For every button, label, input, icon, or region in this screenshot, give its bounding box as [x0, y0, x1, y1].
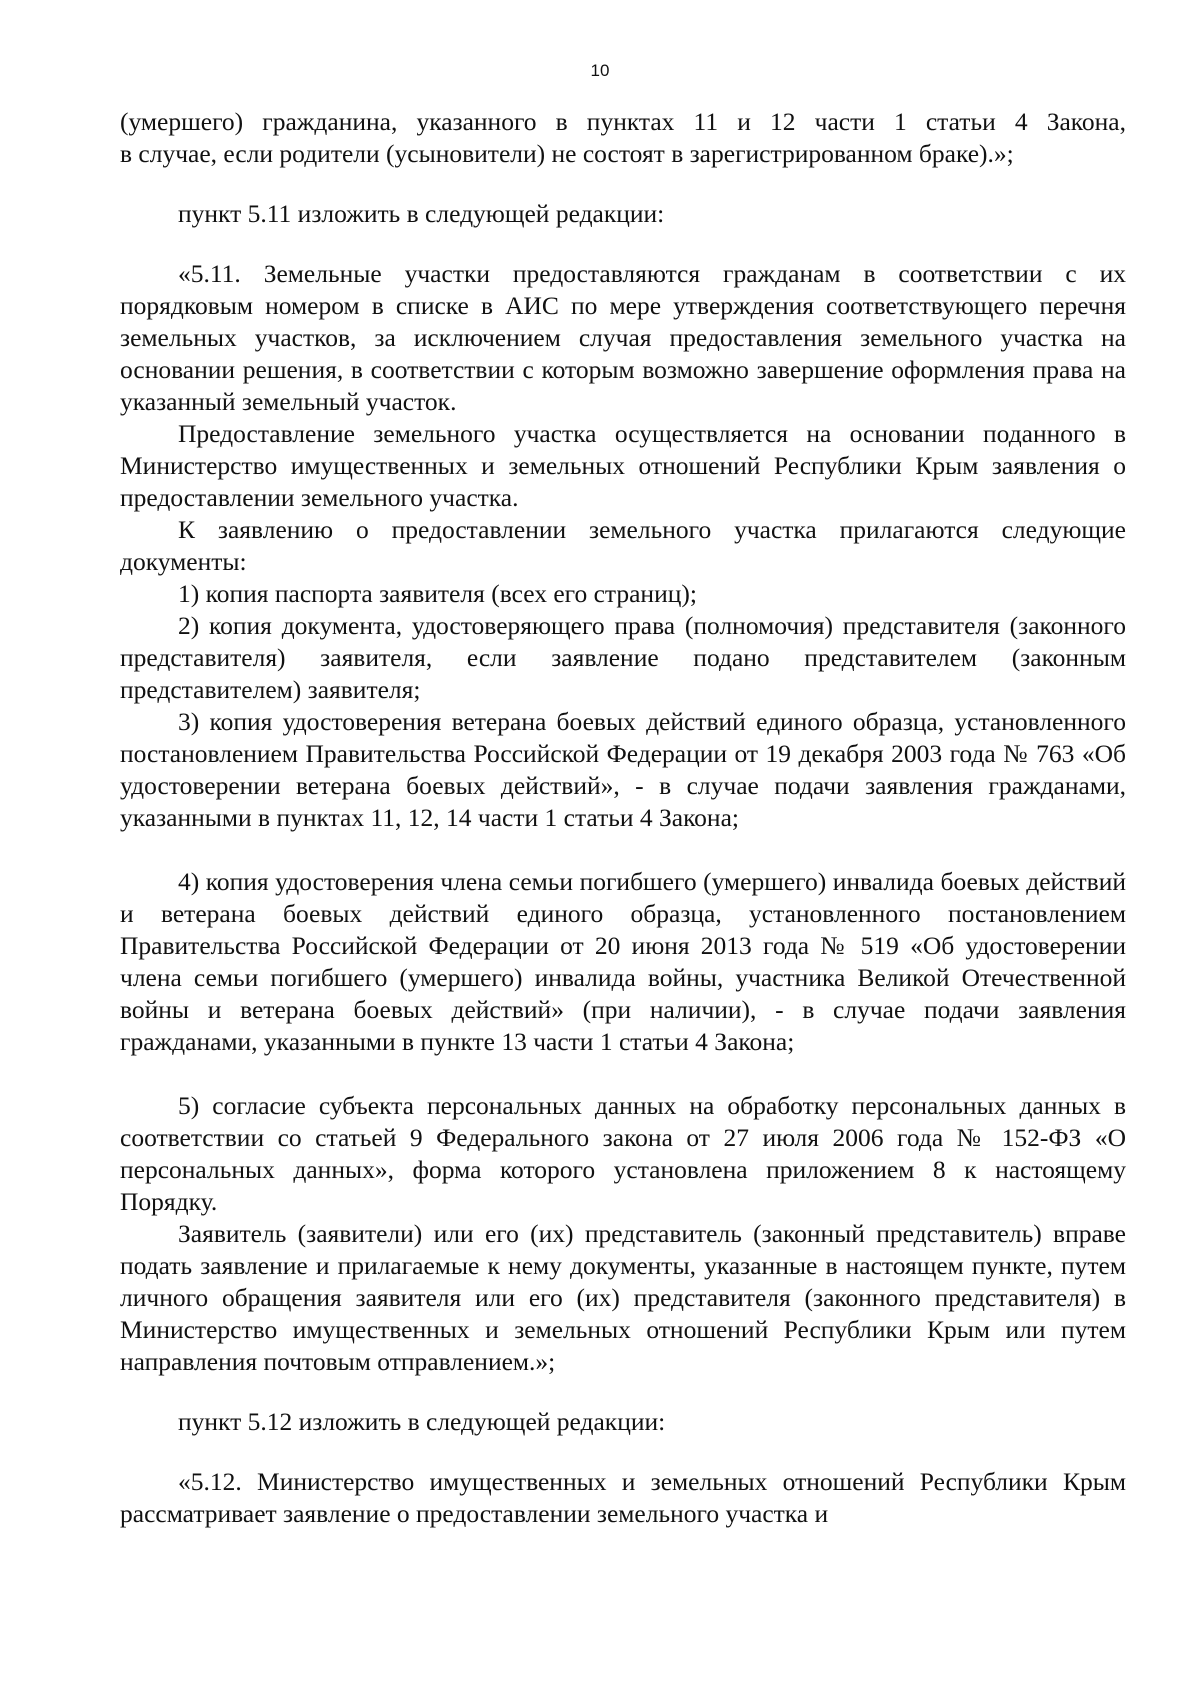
paragraph-documents-intro: К заявлению о предоставлении земельного участка прилагаются следующие документы:	[120, 515, 1126, 576]
list-item-4: 4) копия удостоверения члена семьи погибшего (умершего) инвалида боевых действий и ветерана боевых действий единого образца, установленного постановлением Правительства Российской Федерации от 20 июня 2013 года № 519 «Об удостоверении члена семьи погибшего (умершего) инвалида войны, участника Великой Отечественной войны и ветерана боевых действий» (при наличии), - в случае подачи заявления гражданами, указанными в пункте 13 части 1 статьи 4 Закона;	[120, 867, 1126, 1056]
paragraph-submission: Предоставление земельного участка осуществляется на основании поданного в Министерство имущественных и земельных отношений Республики Крым заявления о предоставлении земельного участка.	[120, 419, 1126, 512]
paragraph-5-11-text: «5.11. Земельные участки предоставляются гражданам в соответствии с их порядковым номером в списке в АИС по мере утверждения соответствующего перечня земельных участков, за исключением случая предоставления земельного участка на основании решения, в соответствии с которым возможно завершение оформления права на указанный земельный участок.	[120, 259, 1126, 416]
list-item-3: 3) копия удостоверения ветерана боевых действий единого образца, установленного постановлением Правительства Российской Федерации от 19 декабря 2003 года № 763 «Об удостоверении ветерана боевых действий», - в случае подачи заявления гражданами, указанными в пунктах 11, 12, 14 части 1 статьи 4 Закона;	[120, 707, 1126, 832]
paragraph-continuation-line-1: (умершего) гражданина, указанного в пунктах 11 и 12 части 1 статьи 4 Закона,	[120, 107, 1126, 136]
page-number: 10	[590, 61, 610, 80]
list-item-5: 5) согласие субъекта персональных данных на обработку персональных данных в соответствии со статьей 9 Федерального закона от 27 июля 2006 года № 152-ФЗ «О персональных данных», форма которого установлена приложением 8 к настоящему Порядку.	[120, 1091, 1126, 1216]
paragraph-applicant-rights: Заявитель (заявители) или его (их) представитель (законный представитель) вправе подать заявление и прилагаемые к нему документы, указанные в настоящем пункте, путем личного обращения заявителя или его (их) представителя (законного представителя) в Министерство имущественных и земельных отношений Республики Крым или путем направления почтовым отправлением.»;	[120, 1219, 1126, 1376]
paragraph-5-12-text: «5.12. Министерство имущественных и земельных отношений Республики Крым рассматривает заявление о предоставлении земельного участка и	[120, 1467, 1126, 1528]
paragraph-amendment-5-11-intro: пункт 5.11 изложить в следующей редакции:	[178, 199, 665, 228]
list-item-1: 1) копия паспорта заявителя (всех его страниц);	[178, 579, 697, 608]
paragraph-continuation-line-2: в случае, если родители (усыновители) не состоят в зарегистрированном браке).»;	[120, 139, 1014, 168]
list-item-2: 2) копия документа, удостоверяющего права (полномочия) представителя (законного представителя) заявителя, если заявление подано представителем (законным представителем) заявителя;	[120, 611, 1126, 704]
paragraph-amendment-5-12-intro: пункт 5.12 изложить в следующей редакции:	[178, 1407, 666, 1436]
